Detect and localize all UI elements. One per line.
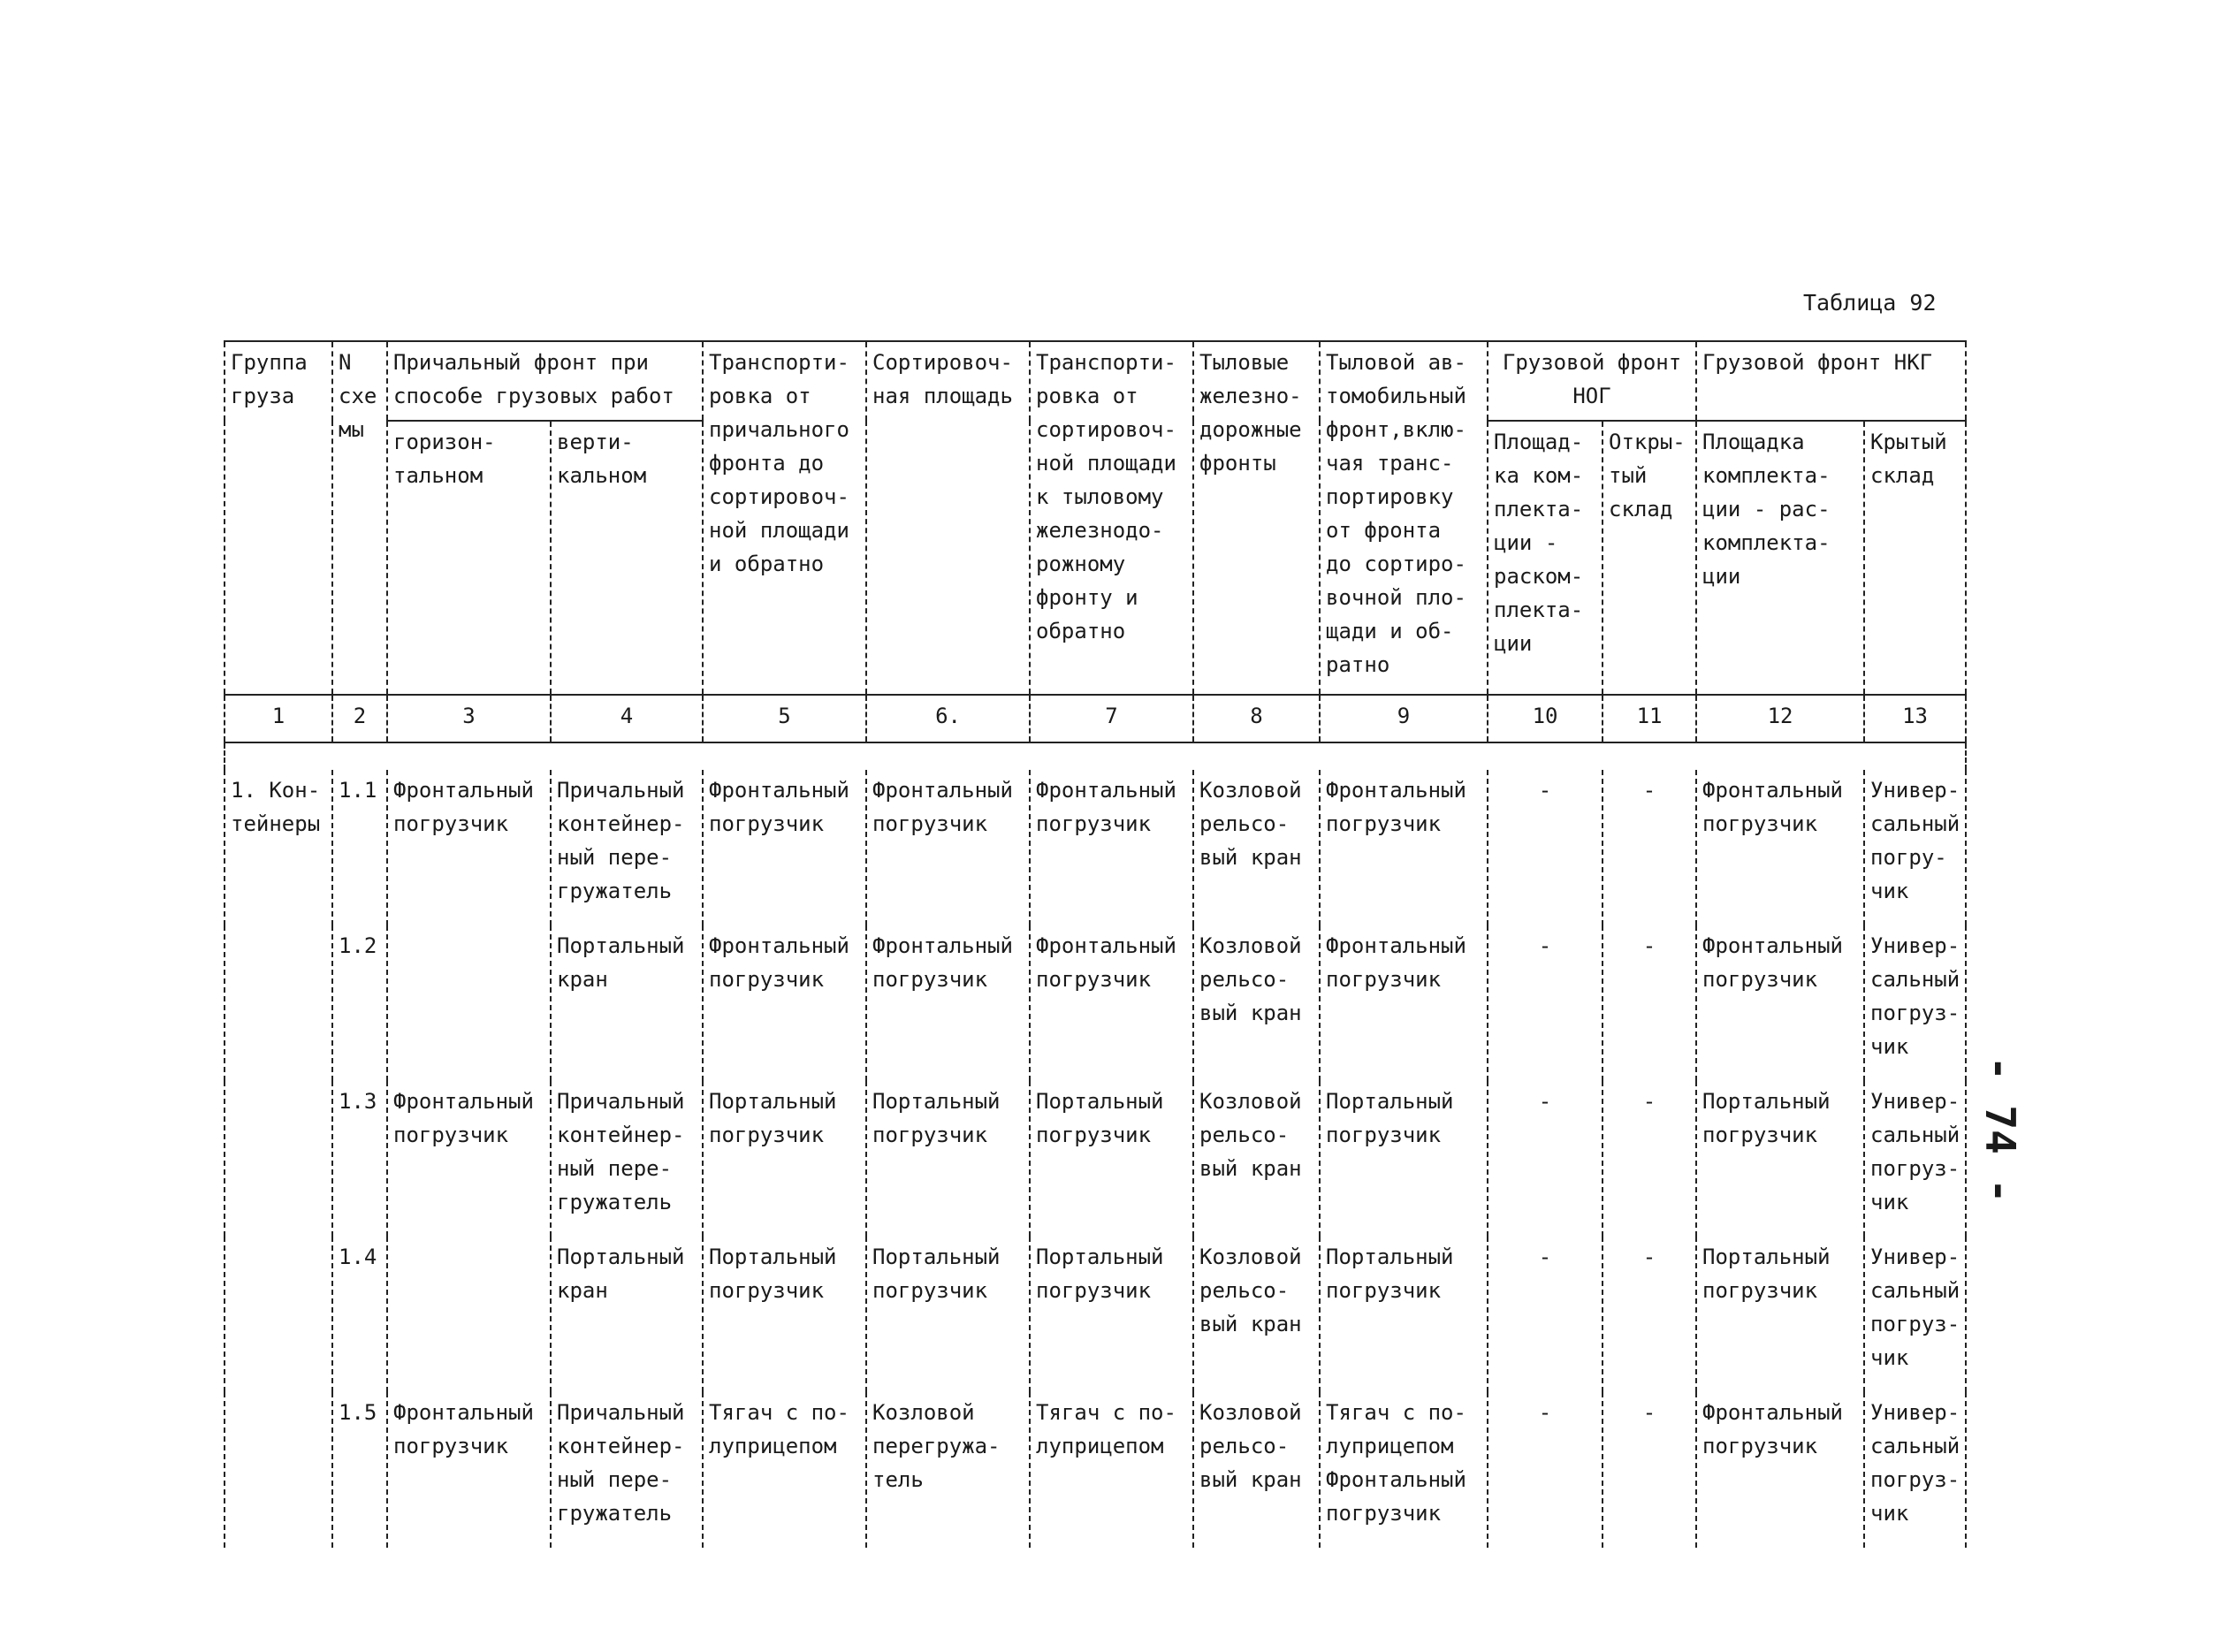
cell [387, 925, 551, 1081]
cell-scheme: 1.3 [332, 1081, 387, 1237]
cell: Козловой рельсо- вый кран [1193, 1392, 1320, 1548]
table-row [225, 1081, 1966, 1237]
cell: Портальный погрузчик [1320, 1081, 1488, 1237]
header-nog-front: Грузовой фронт НОГ [1488, 341, 1696, 421]
cell: - [1488, 1237, 1603, 1392]
cell: Портальный погрузчик [1696, 1237, 1864, 1392]
cell: Универ- сальный погру- чик [1864, 770, 1966, 925]
column-number: 5 [703, 695, 866, 742]
cell: - [1488, 770, 1603, 925]
cell: Козловой рельсо- вый кран [1193, 1237, 1320, 1392]
column-number: 2 [332, 695, 387, 742]
table-row [225, 925, 1966, 1081]
cell-scheme: 1.5 [332, 1392, 387, 1548]
cell: Портальный погрузчик [866, 1081, 1030, 1237]
header-rear-rail: Тыловые железно- дорожные фронты [1193, 341, 1320, 695]
cell: Тягач с по- луприцепом [703, 1392, 866, 1548]
cell-group [225, 1081, 332, 1237]
cell: Портальный погрузчик [1320, 1237, 1488, 1392]
table-row [225, 1392, 1966, 1548]
cell: Козловой рельсо- вый кран [1193, 1081, 1320, 1237]
column-number: 6. [866, 695, 1030, 742]
cell: Фронтальный погрузчик [1696, 770, 1864, 925]
header-nkg-front: Грузовой фронт НКГ [1696, 341, 1966, 421]
cell: Тягач с по- луприцепом Фронтальный погрузчик [1320, 1392, 1488, 1548]
cell: Фронтальный погрузчик [387, 770, 551, 925]
header-nkg-area: Площадка комплекта- ции - рас- комплекта- ции [1696, 421, 1864, 695]
column-number: 3 [387, 695, 551, 742]
cell: Козловой рельсо- вый кран [1193, 925, 1320, 1081]
cell: - [1603, 1392, 1696, 1548]
header-group: Группа груза [225, 341, 332, 695]
header-row-top [225, 341, 1966, 421]
table-row [225, 770, 1966, 925]
cell: Фронтальный погрузчик [703, 770, 866, 925]
table-caption: Таблица 92 [1803, 290, 1937, 316]
cell: - [1603, 1081, 1696, 1237]
table-row [225, 742, 1966, 770]
cell-group [225, 925, 332, 1081]
cell: Портальный погрузчик [1696, 1081, 1864, 1237]
cell-scheme: 1.2 [332, 925, 387, 1081]
cell: Фронтальный погрузчик [1696, 925, 1864, 1081]
cell [387, 1237, 551, 1392]
column-number: 8 [1193, 695, 1320, 742]
cell: Фронтальный погрузчик [1320, 925, 1488, 1081]
cell: - [1488, 1392, 1603, 1548]
cell: Причальный контейнер- ный пере- гружатель [551, 1392, 703, 1548]
header-nog-open: Откры- тый склад [1603, 421, 1696, 695]
cell-group [225, 1392, 332, 1548]
cell: Фронтальный погрузчик [1696, 1392, 1864, 1548]
cell: Фронтальный погрузчик [866, 925, 1030, 1081]
cell: Портальный погрузчик [1030, 1237, 1193, 1392]
cell: - [1603, 925, 1696, 1081]
cell-scheme: 1.4 [332, 1237, 387, 1392]
column-number: 1 [225, 695, 332, 742]
cell: Фронтальный погрузчик [866, 770, 1030, 925]
cell: Тягач с по- луприцепом [1030, 1392, 1193, 1548]
cell: Причальный контейнер- ный пере- гружатель [551, 1081, 703, 1237]
cell: Портальный погрузчик [703, 1237, 866, 1392]
cell: Портальный кран [551, 1237, 703, 1392]
column-number: 12 [1696, 695, 1864, 742]
cell-group [225, 1237, 332, 1392]
cell: Универ- сальный погруз- чик [1864, 1392, 1966, 1548]
cell: Козловой перегружа- тель [866, 1392, 1030, 1548]
cell: Фронтальный погрузчик [387, 1392, 551, 1548]
cell: Козловой рельсо- вый кран [1193, 770, 1320, 925]
header-horizontal: горизон- тальном [387, 421, 551, 695]
column-number: 13 [1864, 695, 1966, 742]
cell: Причальный контейнер- ный пере- гружатель [551, 770, 703, 925]
table-row [225, 1237, 1966, 1392]
cell: Универ- сальный погруз- чик [1864, 925, 1966, 1081]
cell: Фронтальный погрузчик [1030, 770, 1193, 925]
cell: - [1603, 1237, 1696, 1392]
header-scheme-no: N схе мы [332, 341, 387, 695]
cell: Портальный кран [551, 925, 703, 1081]
cell: Фронтальный погрузчик [1320, 770, 1488, 925]
column-number: 11 [1603, 695, 1696, 742]
column-number: 9 [1320, 695, 1488, 742]
cell-group: 1. Кон- тейнеры [225, 770, 332, 925]
header-nog-area: Площад- ка ком- плекта- ции - раском- плекта- ции [1488, 421, 1603, 695]
cell: Универ- сальный погруз- чик [1864, 1081, 1966, 1237]
header-vertical: верти- кальном [551, 421, 703, 695]
column-number: 7 [1030, 695, 1193, 742]
header-sorting-area: Сортировоч- ная площадь [866, 341, 1030, 695]
column-number: 4 [551, 695, 703, 742]
cell: Портальный погрузчик [866, 1237, 1030, 1392]
header-transport-sort-rail: Транспорти- ровка от сортировоч- ной площади к тыловому железнодо- рожному фронту и обратно [1030, 341, 1193, 695]
cell: Портальный погрузчик [703, 1081, 866, 1237]
cell: Фронтальный погрузчик [387, 1081, 551, 1237]
cell: - [1603, 770, 1696, 925]
cell-scheme: 1.1 [332, 770, 387, 925]
cell: Портальный погрузчик [1030, 1081, 1193, 1237]
header-berth-front: Причальный фронт при способе грузовых работ [387, 341, 703, 421]
cell: Фронтальный погрузчик [703, 925, 866, 1081]
equipment-table [224, 340, 1967, 1548]
cell: Фронтальный погрузчик [1030, 925, 1193, 1081]
column-number: 10 [1488, 695, 1603, 742]
page-number: - 74 - [1976, 1056, 2024, 1204]
header-rear-road: Тыловой ав- томобильный фронт,вклю- чая транс- портировку от фронта до сортиро- вочной пло- щади и об- ратно [1320, 341, 1488, 695]
cell: Универ- сальный погруз- чик [1864, 1237, 1966, 1392]
header-nkg-covered: Крытый склад [1864, 421, 1966, 695]
column-number-row [225, 695, 1966, 742]
cell: - [1488, 1081, 1603, 1237]
cell: - [1488, 925, 1603, 1081]
header-transport-berth-sort: Транспорти- ровка от причального фронта до сортировоч- ной площади и обратно [703, 341, 866, 695]
